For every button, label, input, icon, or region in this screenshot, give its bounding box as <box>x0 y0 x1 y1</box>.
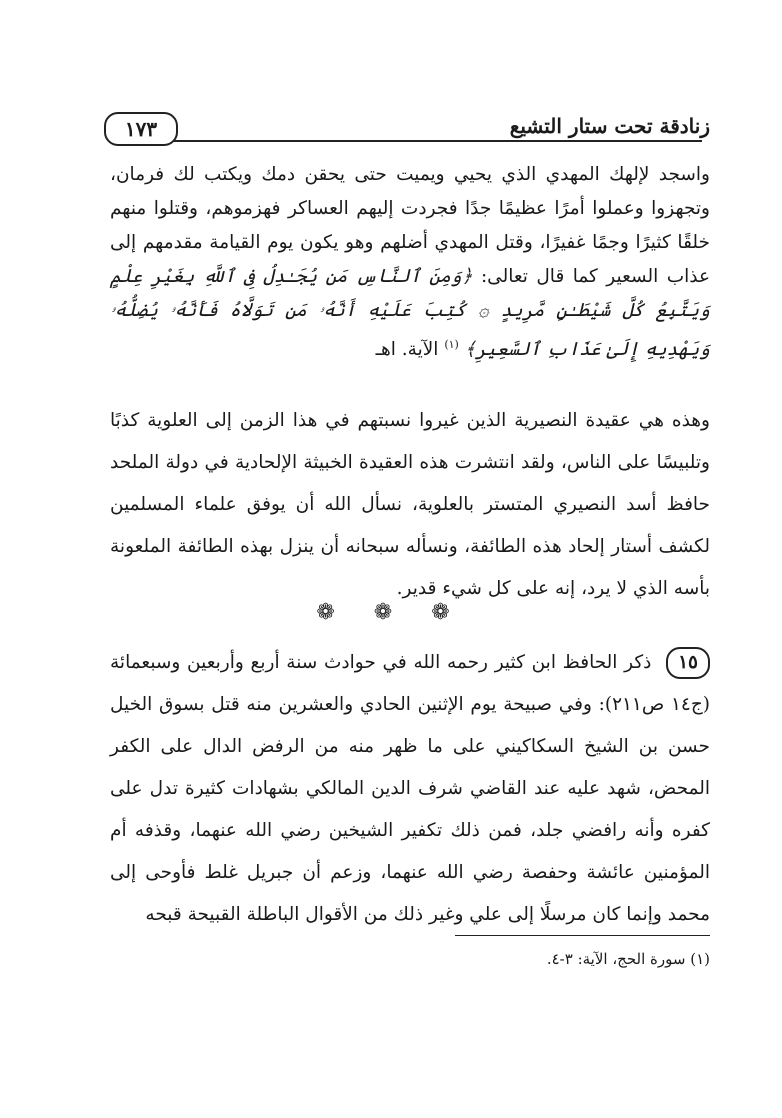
footnote-separator <box>455 935 710 936</box>
footnote: (١) سورة الحج، الآية: ٣-٤. <box>546 950 710 968</box>
paragraph-ending: الآية. اهـ <box>375 339 439 361</box>
header-rule <box>172 140 702 142</box>
page-number: ١٧٣ <box>104 112 178 146</box>
quran-verse: ﴿وَمِنَ ٱلنَّاسِ مَن يُجَـٰدِلُ فِى ٱللَّهِ بِغَيْرِ عِلْمٍ وَيَتَّبِعُ كُلَّ شَيْطَـٰنٍ مَّرِيدٍ ۞ كُتِبَ عَلَيْهِ أَنَّهُۥ مَن تَوَلَّاهُ فَأَنَّهُۥ يُضِلُّهُۥ وَيَهْدِيهِ إِلَىٰ عَذَابِ ٱلسَّعِيرِ﴾ <box>110 266 710 361</box>
running-header <box>102 110 710 150</box>
numbered-item <box>110 642 710 936</box>
footnote-reference: (١) <box>444 338 459 351</box>
paragraph-quote-continuation <box>110 158 710 367</box>
section-divider-ornaments: ❁ ❁ ❁ <box>316 600 466 625</box>
paragraph-nusayriyya: وهذه هي عقيدة النصيرية الذين غيروا نسبتهم في هذا الزمن إلى العلوية كذبًا وتلبيسًا على الناس، ولقد انتشرت هذه العقيدة الخبيثة الإلحادية في دولة الملحد حافظ أسد النصيري المتستر بالعلوية، نسأل الله أن يوفق علماء المسلمين لكشف أستار إلحاد هذه الطائفة، ونسأله سبحانه أن ينزل بهذه الطائفة الملعونة بأسه الذي لا يرد، إنه على كل شيء قدير. <box>110 410 710 599</box>
item-text: ذكر الحافظ ابن كثير رحمه الله في حوادث سنة أربع وأربعين وسبعمائة (ج١٤ ص٢١١): وفي صبيحة يوم الإثنين الحادي والعشرين منه قتل بسوق الخيل حسن بن الشيخ السكاكيني على ما ظهر منه من الرفض الدال على الكفر المحض، شهد عليه عند القاضي شرف الدين المالكي بشهادات كثيرة تدل على كفره وأنه رافضي جلد، فمن ذلك تكفير الشيخين رضي الله عنهما، وقذفه أم المؤمنين عائشة وحفصة رضي الله عنهما، وزعم أن جبريل غلط فأوحى إلى محمد وإنما كان مرسلًا إلى علي وغير ذلك من الأقوال الباطلة القبيحة قبحه <box>110 652 710 925</box>
item-number-badge: ١٥ <box>666 647 710 679</box>
running-header-title: زنادقة تحت ستار التشيع <box>502 114 710 138</box>
paragraph-text: واسجد لإلهك المهدي الذي يحيي ويميت حتى يحقن دمك ويكتب لك فرمان، وتجهزوا وعملوا أمرًا عظيمًا جدًا فجردت إليهم العساكر فهزموهم، وقتلوا منهم خلقًا كثيرًا وجمًا غفيرًا، وقتل المهدي أضلهم وهو يكون يوم القيامة مقدمهم إلى عذاب السعير كما قال تعالى: <box>110 164 710 287</box>
